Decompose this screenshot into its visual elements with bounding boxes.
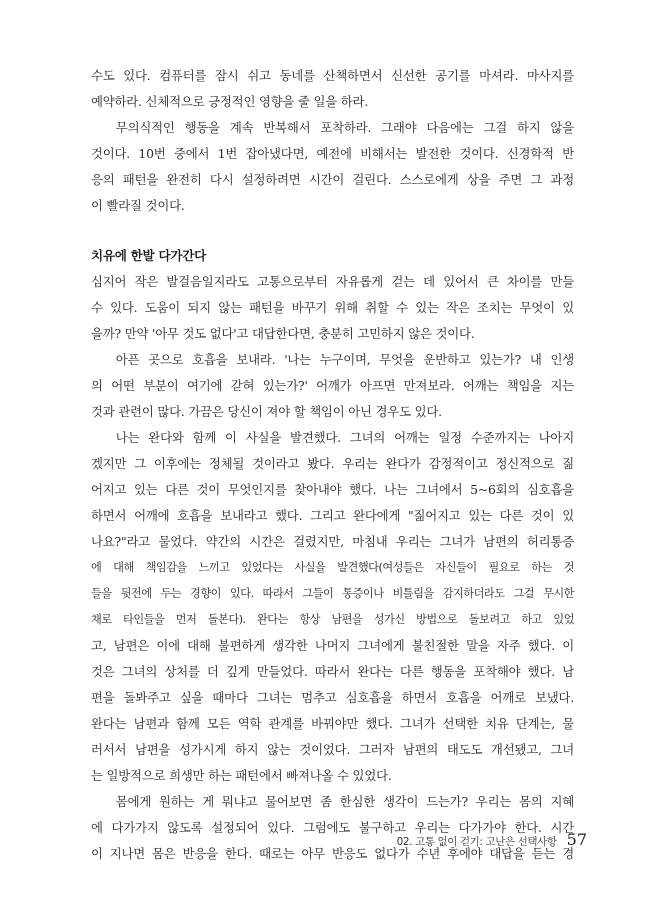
text-line: 에 대해 책임감을 느끼고 있었다는 사실을 발견했다(여성들은 자신들이 필요로 하는 것: [91, 561, 574, 574]
text-line: 러서서 남편을 성가시게 하지 않는 것이었다. 그러자 남편의 태도도 개선됐고, 그녀: [91, 742, 574, 757]
text-line: 응의 패턴을 완전히 다시 설정하려면 시간이 걸린다. 스스로에게 상을 주면 그 과정: [91, 172, 574, 187]
text-line: 몸에게 원하는 게 뭐냐고 물어보면 좀 한심한 생각이 드는가? 우리는 몸의 지혜: [115, 794, 574, 809]
text-line: 에 다가가지 않도록 설정되어 있다. 그럼에도 불구하고 우리는 다가가야 한다. 시간: [91, 820, 574, 835]
text-line: 어지고 있는 다른 것이 무엇인지를 찾아내야 했다. 나는 그녀에서 5~6회의 심호흡을: [91, 482, 574, 497]
text-line: 나는 완다와 함께 이 사실을 발견했다. 그녀의 어깨는 일정 수준까지는 나아지: [115, 430, 574, 445]
text-line: 편을 돌봐주고 싶을 때마다 그녀는 멈추고 심호흡을 하면서 호흡을 어깨로 보냈다.: [91, 690, 574, 705]
page-footer: [397, 830, 587, 849]
text-line: 완다는 남편과 함께 모든 역학 관계를 바꿔야만 했다. 그녀가 선택한 치유 단계는, 물: [91, 716, 574, 731]
text-line: 것과 관련이 많다. 가끔은 당신이 져야 할 책임이 아닌 경우도 있다.: [91, 404, 442, 419]
text-line: 심지어 작은 발걸음일지라도 고통으로부터 자유롭게 걷는 데 있어서 큰 차이를 만들: [91, 274, 574, 289]
text-line: 수도 있다. 컴퓨터를 잠시 쉬고 동네를 산책하면서 신선한 공기를 마셔라. 마사지를: [91, 68, 574, 83]
text-line: 들을 뒷전에 두는 경향이 있다. 따라서 그들이 통증이나 비틀림을 감지하더라도 그걸 무시한: [91, 587, 574, 600]
page-body: [91, 63, 574, 867]
text-line: 수 있다. 도움이 되지 않는 패턴을 바꾸기 위해 취할 수 있는 작은 조치는 무엇이 있: [91, 300, 574, 315]
text-line: 고, 남편은 이에 대해 불편하게 생각한 나머지 그녀에게 불친절한 말을 자주 했다. 이: [91, 638, 574, 653]
text-line: 아픈 곳으로 호흡을 보내라. '나는 누구이며, 무엇을 운반하고 있는가? 내 인생: [115, 352, 574, 367]
section-heading: 치유에 한발 다가간다: [91, 248, 206, 263]
text-line: 채로 타인들을 먼저 돌본다). 완다는 항상 남편을 성가신 방법으로 돌보려고 하고 있었: [91, 613, 574, 626]
chapter-label: 02. 고통 없이 걷기: 고난은 선택사항: [396, 836, 557, 848]
text-line: 의 어떤 부분이 여기에 갇혀 있는가?' 어깨가 아프면 만져보라. 어깨는 책임을 지는: [91, 378, 574, 393]
text-line: 는 일방적으로 희생만 하는 패턴에서 빠져나올 수 있었다.: [91, 768, 392, 783]
text-line: 이 지나면 몸은 반응을 한다. 때로는 아무 반응도 없다가 수년 후에야 대답을 듣는 경: [91, 846, 574, 861]
text-line: 을까? 만약 '아무 것도 없다'고 대답한다면, 충분히 고민하지 않은 것이다.: [91, 326, 475, 341]
text-line: 것이다. 10번 중에서 1번 잡아냈다면, 예전에 비해서는 발전한 것이다. 신경학적 반: [91, 146, 574, 161]
text-line: 나요?"라고 물었다. 약간의 시간은 걸렸지만, 마침내 우리는 그녀가 남편의 허리통증: [91, 534, 574, 549]
text-line: 겠지만 그 이후에는 정체될 것이라고 봤다. 우리는 완다가 감정적이고 정신적으로 짊: [91, 456, 574, 471]
text-line: 예약하라. 신체적으로 긍정적인 영향을 줄 일을 하라.: [91, 94, 369, 109]
page-number: 57: [566, 830, 587, 849]
text-line: 것은 그녀의 상처를 더 깊게 만들었다. 따라서 완다는 다른 행동을 포착해야 했다. 남: [91, 664, 574, 679]
text-line: 하면서 어깨에 호흡을 보내라고 했다. 그리고 완다에게 "짊어지고 있는 다른 것이 있: [91, 508, 574, 523]
section-spacer: [91, 219, 574, 243]
text-line: 이 빨라질 것이다.: [91, 198, 185, 213]
text-line: 무의식적인 행동을 계속 반복해서 포착하라. 그래야 다음에는 그걸 하지 않을: [115, 120, 574, 135]
